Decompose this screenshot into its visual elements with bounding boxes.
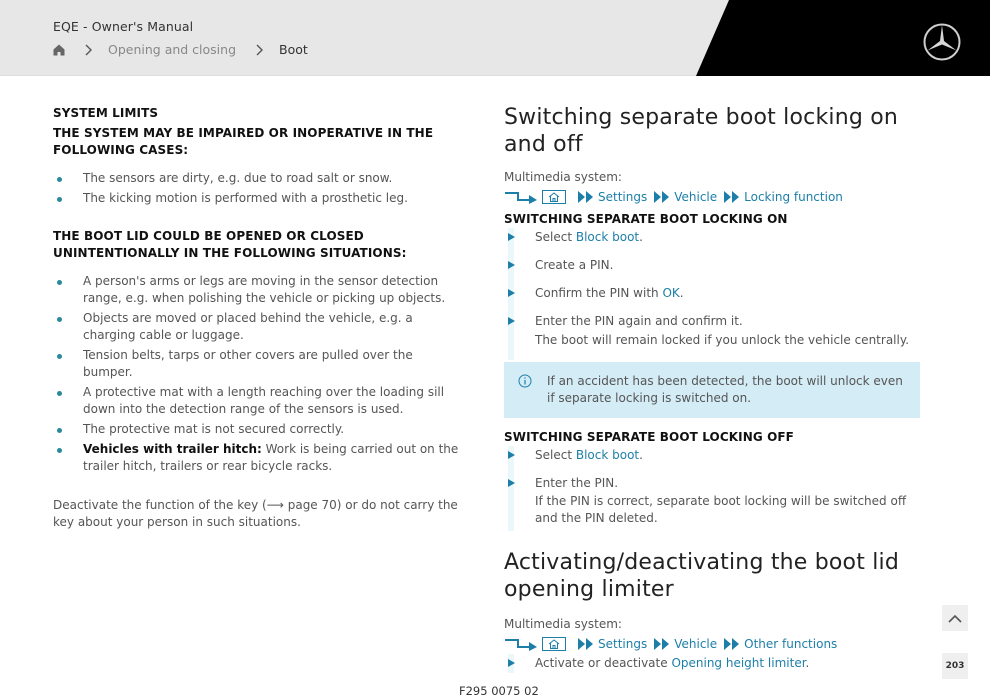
step-text: Create a PIN. bbox=[535, 258, 614, 272]
menu-path-locking-function: Locking function bbox=[744, 190, 843, 204]
scroll-to-top-button[interactable] bbox=[942, 605, 968, 631]
double-chevron-icon bbox=[578, 191, 594, 203]
list-item bbox=[53, 441, 463, 475]
step-text: Activate or deactivate bbox=[535, 656, 672, 670]
home-icon[interactable] bbox=[53, 44, 65, 56]
path-start-arrow-icon bbox=[504, 637, 538, 651]
step-result: If the PIN is correct, separate boot locking will be switched off and the PIN deleted. bbox=[535, 494, 907, 525]
boot-locking-section bbox=[504, 104, 920, 673]
list-item: The protective mat is not secured correctly. bbox=[53, 421, 463, 438]
menu-path-settings: Settings bbox=[598, 637, 648, 651]
locking-off-steps bbox=[504, 446, 920, 531]
mercedes-star-icon bbox=[922, 22, 962, 62]
limiter-steps bbox=[504, 654, 920, 673]
menu-path-vehicle: Vehicle bbox=[674, 637, 718, 651]
info-icon bbox=[518, 374, 532, 388]
section-title-boot-locking: Switching separate boot locking on and off bbox=[504, 105, 899, 157]
step-result: The boot will remain locked if you unlock the vehicle centrally. bbox=[535, 333, 910, 347]
multimedia-label: Multimedia system: bbox=[504, 617, 622, 631]
step-text: Enter the PIN again and confirm it. bbox=[535, 314, 743, 328]
step-item bbox=[504, 312, 920, 360]
system-limits-section bbox=[53, 105, 463, 531]
list-item: The sensors are dirty, e.g. due to road salt or snow. bbox=[53, 170, 463, 187]
breadcrumb-opening-and-closing[interactable]: Opening and closing bbox=[108, 42, 237, 57]
double-chevron-icon bbox=[654, 638, 670, 650]
step-text: . bbox=[639, 230, 643, 244]
double-chevron-icon bbox=[724, 638, 740, 650]
step-text: . bbox=[805, 656, 810, 670]
locking-on-heading: SWITCHING SEPARATE BOOT LOCKING ON bbox=[504, 212, 788, 226]
impaired-list bbox=[53, 170, 463, 207]
figure-code: F295 0075 02 bbox=[459, 684, 539, 698]
trailer-hitch-label: Vehicles with trailer hitch: bbox=[83, 442, 262, 456]
path-start-arrow-icon bbox=[504, 190, 538, 204]
breadcrumb bbox=[53, 42, 308, 57]
list-item: Tension belts, tarps or other covers are pulled over the bumper. bbox=[53, 347, 463, 381]
step-text: Confirm the PIN with bbox=[535, 286, 663, 300]
section-title-opening-limiter: Activating/deactivating the boot lid opening limiter bbox=[504, 550, 900, 602]
info-note bbox=[504, 362, 920, 418]
chevron-up-icon bbox=[948, 614, 962, 623]
step-item bbox=[504, 474, 920, 531]
double-chevron-icon bbox=[724, 191, 740, 203]
opening-height-limiter-link: Opening height limiter bbox=[671, 656, 806, 670]
step-item bbox=[504, 446, 920, 474]
list-item: A person's arms or legs are moving in the sensor detection range, e.g. when polishing the vehicle or picking up objects. bbox=[53, 273, 463, 307]
step-item bbox=[504, 284, 920, 312]
menu-path-vehicle: Vehicle bbox=[674, 190, 718, 204]
menu-path bbox=[504, 188, 920, 206]
page-number-button[interactable]: 203 bbox=[942, 653, 968, 679]
impaired-heading: THE SYSTEM MAY BE IMPAIRED OR INOPERATIVE IN THE FOLLOWING CASES: bbox=[53, 126, 434, 157]
menu-path-settings: Settings bbox=[598, 190, 648, 204]
page-header bbox=[0, 0, 990, 76]
note-text: If an accident has been detected, the boot will unlock even if separate locking is switched on. bbox=[547, 374, 903, 405]
locking-off-heading: SWITCHING SEPARATE BOOT LOCKING OFF bbox=[504, 430, 794, 444]
manual-title: EQE - Owner's Manual bbox=[53, 19, 194, 34]
locking-on-steps bbox=[504, 228, 920, 360]
block-boot-link: Block boot bbox=[575, 448, 640, 462]
step-text: Select bbox=[535, 230, 576, 244]
block-boot-link: Block boot bbox=[575, 230, 640, 244]
unintentional-list bbox=[53, 273, 463, 475]
unintentional-heading: THE BOOT LID COULD BE OPENED OR CLOSED UNINTENTIONALLY IN THE FOLLOWING SITUATIONS: bbox=[53, 229, 407, 260]
step-item bbox=[504, 256, 920, 284]
menu-path bbox=[504, 635, 920, 653]
double-chevron-icon bbox=[654, 191, 670, 203]
trailer-hitch-text: Work is being carried out on the trailer hitch, trailers or rear bicycle racks. bbox=[83, 442, 459, 473]
multimedia-label: Multimedia system: bbox=[504, 170, 622, 184]
home-button-icon bbox=[542, 190, 566, 204]
step-item bbox=[504, 228, 920, 256]
step-text: . bbox=[639, 448, 643, 462]
section-title: SYSTEM LIMITS bbox=[53, 106, 159, 120]
step-text: Select bbox=[535, 448, 576, 462]
list-item: Objects are moved or placed behind the vehicle, e.g. a charging cable or luggage. bbox=[53, 310, 463, 344]
step-item bbox=[504, 654, 920, 673]
list-item: The kicking motion is performed with a prosthetic leg. bbox=[53, 190, 463, 207]
chevron-right-icon bbox=[254, 44, 264, 56]
list-item: A protective mat with a length reaching over the loading sill down into the detection range of the sensors is used. bbox=[53, 384, 463, 418]
breadcrumb-boot: Boot bbox=[279, 42, 308, 57]
menu-path-other-functions: Other functions bbox=[744, 637, 838, 651]
step-text: . bbox=[679, 286, 684, 300]
chevron-right-icon bbox=[83, 44, 93, 56]
ok-link: OK bbox=[662, 286, 680, 300]
step-text: Enter the PIN. bbox=[535, 476, 619, 490]
home-button-icon bbox=[542, 637, 566, 651]
deactivate-paragraph: Deactivate the function of the key (⟶ page 70) or do not carry the key about your person in such situations. bbox=[53, 498, 458, 529]
double-chevron-icon bbox=[578, 638, 594, 650]
